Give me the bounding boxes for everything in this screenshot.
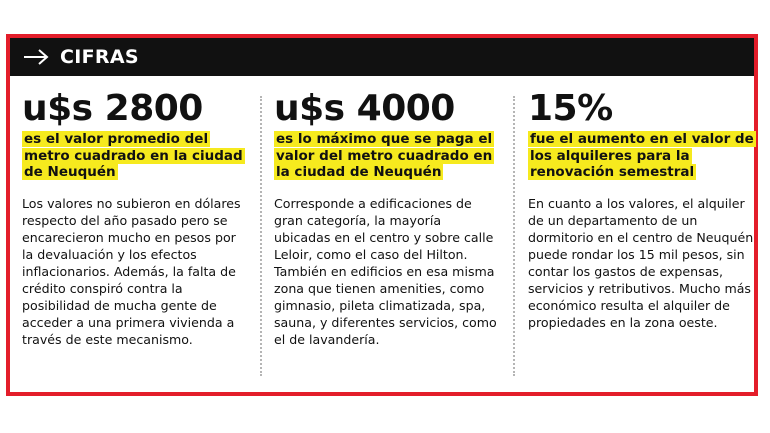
arrow-right-icon	[22, 47, 50, 67]
figure-description: Corresponde a edificaciones de gran categoría, la mayoría ubicadas en el centro y sobre calle Leloir, como el caso del Hilton. También en edificios en esa misma zona que tienen amenities, como gimnasio, pileta climatizada, spa, sauna, y diferentes servicios, como el de lavandería.	[274, 195, 497, 347]
figure-value: u$s 4000	[274, 88, 455, 129]
figure-highlight	[274, 131, 500, 181]
figure-value: 15%	[528, 88, 613, 129]
highlight-text: es lo máximo que se paga el valor del metro cuadrado en la ciudad de Neuquén	[276, 131, 493, 180]
highlight-text: fue el aumento en el valor de los alquileres para la renovación semestral	[530, 131, 754, 180]
header-title: CIFRAS	[60, 46, 139, 68]
figure-highlight	[22, 131, 248, 181]
column-divider	[260, 96, 262, 376]
figure-description: Los valores no subieron en dólares respecto del año pasado pero se encarecieron mucho en pesos por la devaluación y los efectos inflacionarios. Además, la falta de crédito conspiró contra la posibilidad de mucha gente de acceder a una primera vivienda a través de este mecanismo.	[22, 195, 241, 347]
highlight-text: es el valor promedio del metro cuadrado en la ciudad de Neuquén	[24, 131, 243, 180]
figure-highlight	[528, 131, 754, 181]
figure-column-1	[20, 90, 248, 348]
cifras-infobox	[6, 34, 758, 396]
figure-column-2	[272, 90, 500, 348]
header-bar	[10, 38, 754, 76]
figure-column-3	[526, 90, 754, 331]
figure-description: En cuanto a los valores, el alquiler de un departamento de un dormitorio en el centro de Neuquén puede rondar los 15 mil pesos, sin contar los gastos de expensas, servicios y retributivos. Mucho más económico resulta el alquiler de propiedades en la zona oeste.	[528, 195, 754, 330]
figure-value: u$s 2800	[22, 88, 203, 129]
column-divider	[513, 96, 515, 376]
